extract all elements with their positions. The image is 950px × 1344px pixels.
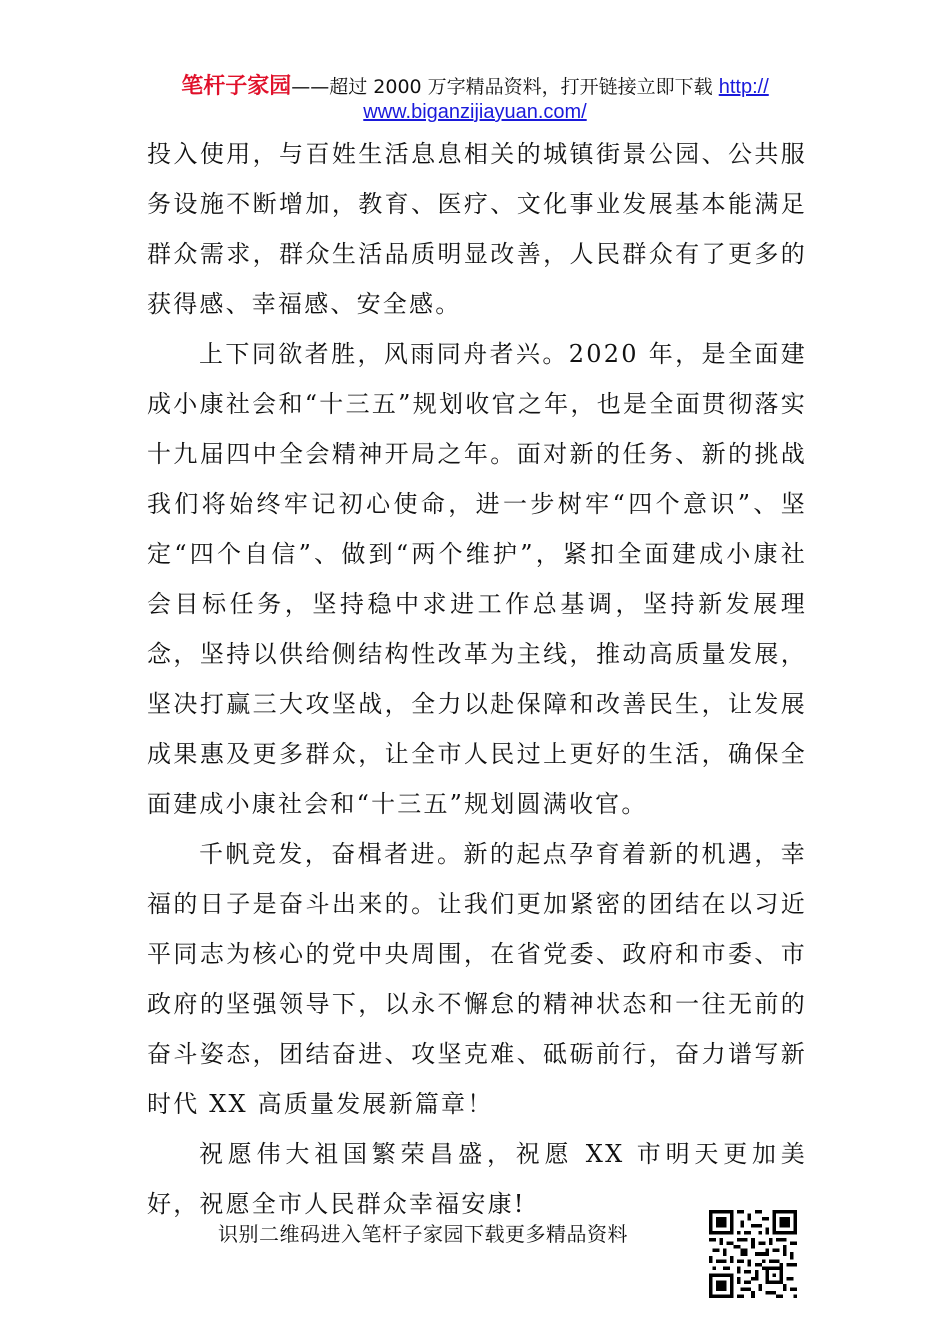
paragraph-4: 祝愿伟大祖国繁荣昌盛，祝愿 XX 市明天更加美好，祝愿全市人民群众幸福安康! (147, 1140, 807, 1218)
footer-caption: 识别二维码进入笔杆子家园下载更多精品资料 (218, 1222, 628, 1246)
brand-name: 笔杆子家园 (181, 74, 292, 99)
paragraph-3: 千帆竞发，奋楫者进。新的起点孕育着新的机遇，幸福的日子是奋斗出来的。让我们更加紧密的团结在以习近平同志为核心的党中央周围，在省党委、政府和市委、市政府的坚强领导下，以永不懈怠的精神状态和一往无前的奋斗姿态，团结奋进、攻坚克难、砥砺前行，奋力谱写新时代 XX 高质量发展新篇章！ (147, 840, 807, 1118)
header-tagline: ——超过 2000 万字精品资料，打开链接立即下载 (291, 76, 719, 98)
download-link-part2[interactable]: www.biganzijiayuan.com/ (363, 101, 587, 123)
header-link-line (0, 100, 950, 125)
download-link-part1[interactable]: http:// (718, 76, 769, 98)
header-banner (0, 74, 950, 100)
paragraph-1: 投入使用，与百姓生活息息相关的城镇街景公园、公共服务设施不断增加，教育、医疗、文化事业发展基本能满足群众需求，群众生活品质明显改善，人民群众有了更多的获得感、幸福感、安全感。 (147, 140, 807, 318)
paragraph-2: 上下同欲者胜，风雨同舟者兴。2020 年，是全面建成小康社会和“十三五”规划收官之年，也是全面贯彻落实十九届四中全会精神开局之年。面对新的任务、新的挑战我们将始终牢记初心使命，进一步树牢“四个意识”、坚定“四个自信”、做到“两个维护”，紧扣全面建成小康社会目标任务，坚持稳中求进工作总基调，坚持新发展理念，坚持以供给侧结构性改革为主线，推动高质量发展，坚决打赢三大攻坚战，全力以赴保障和改善民生，让发展成果惠及更多群众，让全市人民过上更好的生活，确保全面建成小康社会和“十三五”规划圆满收官。 (147, 340, 807, 818)
document-body (147, 129, 807, 1229)
page-header (0, 74, 950, 125)
qr-code-icon[interactable] (709, 1210, 797, 1298)
